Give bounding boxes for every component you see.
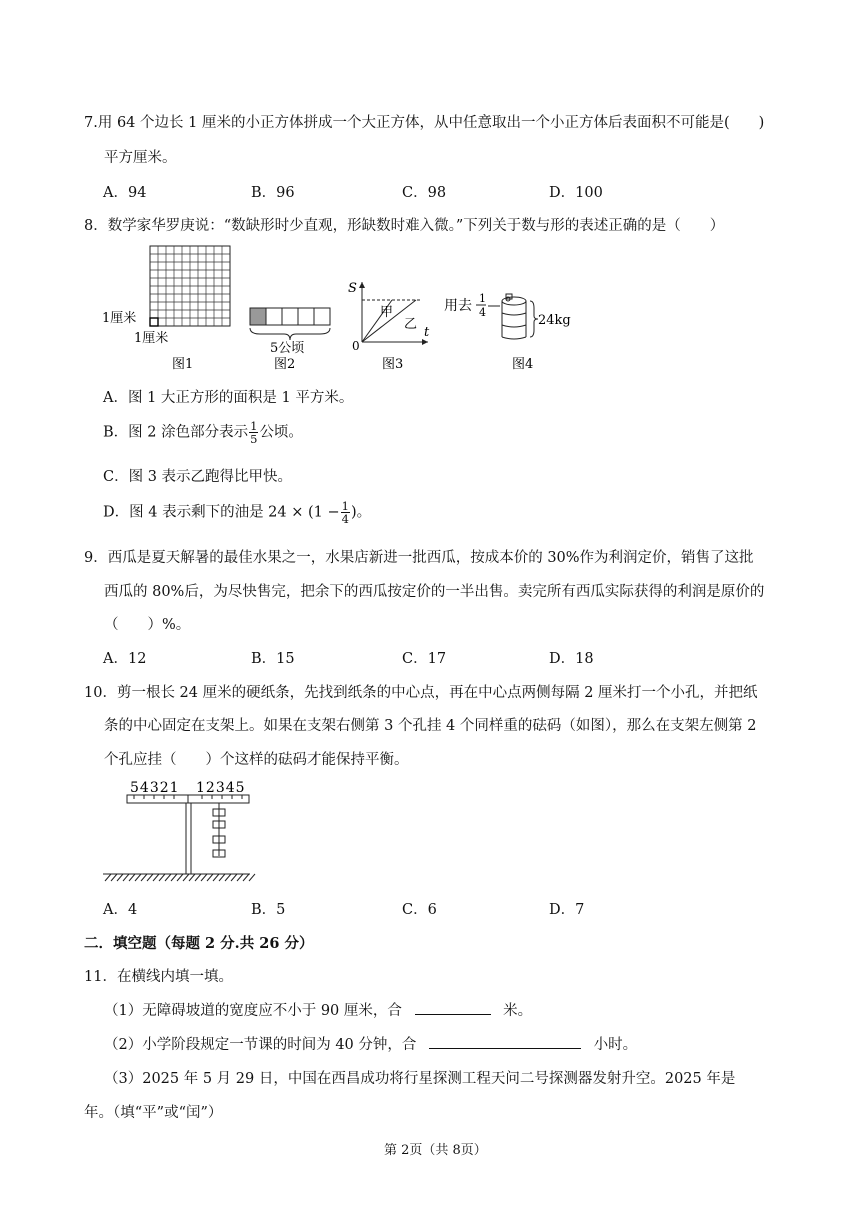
fig3-jia: 甲 — [380, 305, 394, 320]
q9-line3: （ ）%。 — [104, 617, 191, 633]
fig1-label-side: 1厘米 — [102, 311, 137, 326]
fig1-grid — [150, 246, 230, 326]
q10-line3: 个孔应挂（ ）个这样的砝码才能保持平衡。 — [104, 752, 409, 768]
fig1-label-bottom: 1厘米 — [134, 331, 169, 346]
fig2-caption: 图2 — [274, 357, 296, 372]
q10-option-b[interactable]: B．5 — [251, 902, 286, 918]
q7-line2: 平方厘米。 — [104, 150, 177, 166]
q10-weights — [213, 803, 225, 857]
fig3-s: S — [348, 281, 357, 296]
q10-option-a[interactable]: A．4 — [103, 902, 138, 918]
q10-left-numbers: 54321 — [130, 780, 180, 796]
q8-stem: 8．数学家华罗庚说：“数缺形时少直观，形缺数时难入微。”下列关于数与形的表述正确的是（ ） — [84, 218, 725, 234]
q10-option-c[interactable]: C．6 — [402, 902, 437, 918]
q10-balance-figure — [100, 776, 262, 886]
fig3-caption: 图3 — [382, 357, 404, 372]
q7-line1: 7.用 64 个边长 1 厘米的小正方体拼成一个大正方体，从中任意取出一个小正方体后表面积不可能是( ) — [84, 115, 765, 131]
fig3-origin: 0 — [352, 339, 360, 353]
q8-option-d-fraction: $\frac{1}{4}$ — [341, 499, 349, 526]
q8-option-d-end: )。 — [350, 504, 372, 521]
fig4-frac-d: 4 — [479, 306, 486, 319]
q10-line1: 10．剪一根长 24 厘米的硬纸条，先找到纸条的中心点，再在中心点两侧每隔 2 厘米打一个小孔，并把纸 — [84, 685, 758, 701]
q8-option-b-fraction: $\frac{1}{5}$ — [250, 419, 258, 446]
q8-option-d[interactable] — [103, 500, 371, 525]
q8-option-b-unit: 公顷。 — [259, 424, 303, 441]
q11-part2-blank[interactable] — [429, 1034, 581, 1049]
fig3-t: t — [424, 325, 430, 340]
q11-part1-blank[interactable] — [415, 1000, 491, 1015]
section2-title: 二．填空题（每题 2 分.共 26 分） — [84, 935, 314, 952]
q8-option-b-text: B．图 2 涂色部分表示 — [103, 424, 249, 441]
fig2-strip — [250, 308, 330, 340]
fig4-weight: 24kg — [538, 313, 571, 328]
q7-option-c[interactable]: C．98 — [402, 185, 447, 201]
fig2-label: 5公顷 — [270, 341, 305, 356]
fig4-text: 用去 — [444, 298, 472, 314]
q9-option-c[interactable]: C．17 — [402, 651, 447, 667]
q8-option-b[interactable] — [103, 420, 303, 445]
q10-option-d[interactable]: D．7 — [549, 902, 585, 918]
q10-beam — [127, 795, 249, 803]
q7-options — [103, 181, 803, 201]
q9-options — [103, 647, 803, 667]
q9-option-d[interactable]: D．18 — [549, 651, 594, 667]
q7-option-a[interactable]: A．94 — [103, 185, 147, 201]
fig1-caption: 图1 — [172, 357, 194, 372]
q11-part1: （1）无障碍坡道的宽度应不小于 90 厘米，合 米。 — [104, 999, 532, 1020]
q7-option-d[interactable]: D．100 — [549, 185, 603, 201]
fig4-caption: 图4 — [512, 357, 534, 372]
q10-line2: 条的中心固定在支架上。如果在支架右侧第 3 个孔挂 4 个同样重的砝码（如图），那么在支架左侧第 2 — [104, 718, 757, 734]
page-footer: 第 2页（共 8页） — [384, 1143, 487, 1158]
fig3-graph — [359, 282, 428, 345]
q8-option-a[interactable]: A．图 1 大正方形的面积是 1 平方米。 — [103, 390, 354, 406]
q10-right-numbers: 12345 — [196, 780, 246, 796]
q11-stem: 11．在横线内填一填。 — [84, 969, 233, 985]
fig3-yi: 乙 — [404, 317, 418, 332]
q11-part3-line2: 年。（填“平”或“闰”） — [84, 1105, 223, 1121]
q8-option-c[interactable]: C．图 3 表示乙跑得比甲快。 — [103, 469, 293, 485]
q9-line1: 9．西瓜是夏天解暑的最佳水果之一，水果店新进一批西瓜，按成本价的 30%作为利润定价，销售了这批 — [84, 550, 754, 566]
q11-part3-line1: （3）2025 年 5 月 29 日，中国在西昌成功将行星探测工程天问二号探测器发射升空。2025 年是 — [104, 1071, 736, 1087]
q9-option-b[interactable]: B．15 — [251, 651, 295, 667]
q8-figures — [96, 242, 586, 376]
fig4-barrel — [488, 294, 538, 339]
q8-option-d-text: D．图 4 表示剩下的油是 24 × (1 − — [103, 504, 340, 521]
q9-line2: 西瓜的 80%后，为尽快售完，把余下的西瓜按定价的一半出售。卖完所有西瓜实际获得的利润是原价的 — [104, 584, 765, 600]
fig4-frac-n: 1 — [479, 292, 486, 305]
q9-option-a[interactable]: A．12 — [103, 651, 147, 667]
q7-option-b[interactable]: B．96 — [251, 185, 295, 201]
q10-options — [103, 898, 803, 918]
q10-stand — [103, 803, 250, 874]
q11-part2: （2）小学阶段规定一节课的时间为 40 分钟，合 小时。 — [104, 1033, 637, 1054]
